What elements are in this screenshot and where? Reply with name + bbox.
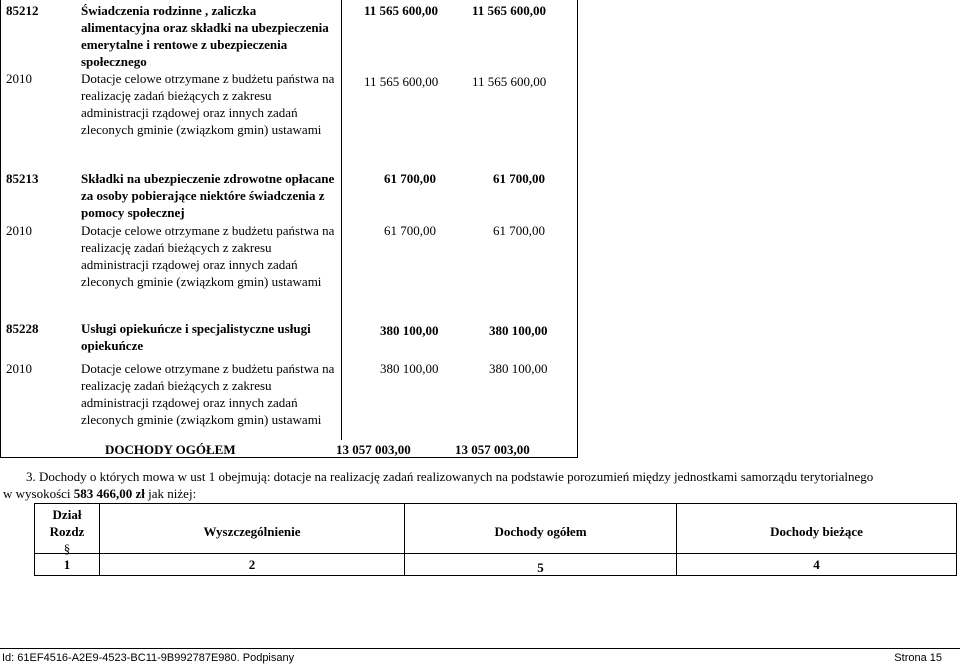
row-description: Świadczenia rodzinne , zaliczka alimentacyjna oraz składki na ubezpieczenia emerytalne i rentowe z ubezpieczenia społecznego (81, 3, 329, 69)
row-value-1: 11 565 600,00 (364, 74, 439, 89)
header-dochody-biezace: Dochody bieżące (770, 524, 863, 539)
footer-page-number: Strona 15 (894, 652, 942, 664)
row-code: 2010 (6, 71, 32, 86)
table-header-divider (34, 553, 957, 554)
table-divider-desc (341, 0, 342, 440)
table-border-left (0, 0, 1, 457)
col-number-2: 2 (248, 557, 256, 572)
col-number-1: 1 (63, 557, 71, 572)
paragraph-line-1: 3. Dochody o których mowa w ust 1 obejmują: dotacje na realizację zadań realizowanych na podstawie porozumień między jednostkami samorządu terytorialnego (26, 469, 874, 484)
footer-rule (0, 648, 960, 649)
row-description: Dotacje celowe otrzymane z budżetu państwa na realizację zadań bieżących z zakresu administracji rządowej oraz innych zadań zleconych gminie (związkom gmin) ustawami (81, 223, 335, 289)
paragraph-suffix: jak niżej: (148, 486, 197, 501)
row-value-1: 61 700,00 (384, 223, 436, 238)
header-dochody-ogolem: Dochody ogółem (494, 524, 587, 539)
col-number-4: 4 (813, 557, 820, 572)
total-value-1: 13 057 003,00 (336, 442, 411, 457)
row-value-2: 380 100,00 (489, 323, 548, 338)
paragraph-line-2 (3, 485, 196, 502)
total-value-2: 13 057 003,00 (455, 442, 530, 457)
row-description: Dotacje celowe otrzymane z budżetu państwa na realizację zadań bieżących z zakresu administracji rządowej oraz innych zadań zleconych gminie (związkom gmin) ustawami (81, 71, 335, 137)
table-border-top (34, 503, 957, 504)
header-paragraph-sign: § (63, 541, 71, 556)
row-description: Składki na ubezpieczenie zdrowotne opłacane za osoby pobierające niektóre świadczenia z pomocy społecznej (81, 171, 335, 220)
col-number-5: 5 (537, 560, 544, 575)
table-border-right (577, 0, 578, 457)
footer-document-id: Id: 61EF4516-A2E9-4523-BC11-9B992787E980. Podpisany (2, 652, 295, 664)
row-value-2: 380 100,00 (489, 361, 548, 376)
paragraph-prefix: w wysokości (3, 486, 71, 501)
row-value-2: 61 700,00 (493, 223, 545, 238)
row-value-1: 11 565 600,00 (364, 3, 439, 18)
row-value-1: 380 100,00 (380, 361, 439, 376)
row-code: 85213 (6, 171, 39, 186)
total-label: DOCHODY OGÓŁEM (105, 442, 236, 457)
row-description: Usługi opiekuńcze i specjalistyczne usługi opiekuńcze (81, 321, 311, 353)
row-description: Dotacje celowe otrzymane z budżetu państwa na realizację zadań bieżących z zakresu administracji rządowej oraz innych zadań zleconych gminie (związkom gmin) ustawami (81, 361, 335, 427)
row-value-2: 61 700,00 (493, 171, 545, 186)
row-value-2: 11 565 600,00 (472, 74, 547, 89)
row-code: 2010 (6, 361, 32, 376)
paragraph-amount: 583 466,00 zł (73, 486, 145, 501)
header-rozdz: Rozdz (49, 524, 85, 539)
row-value-1: 61 700,00 (384, 171, 436, 186)
row-value-2: 11 565 600,00 (472, 3, 547, 18)
row-code: 85212 (6, 3, 39, 18)
header-wyszczegolnienie: Wyszczególnienie (203, 524, 301, 539)
row-code: 85228 (6, 321, 39, 336)
row-code: 2010 (6, 223, 32, 238)
row-value-1: 380 100,00 (380, 323, 439, 338)
table-border-right (956, 503, 957, 576)
header-dzial: Dział (52, 507, 82, 522)
